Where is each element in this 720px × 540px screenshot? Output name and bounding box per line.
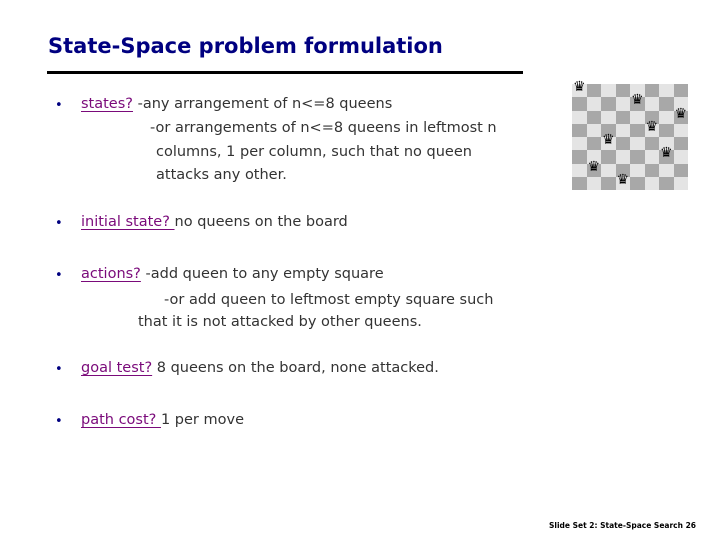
board-square bbox=[645, 177, 660, 190]
board-square bbox=[630, 150, 645, 163]
board-square bbox=[587, 97, 602, 110]
board-square bbox=[630, 92, 645, 110]
eight-queens-board bbox=[572, 79, 688, 190]
board-square bbox=[587, 177, 602, 190]
queen-icon: ♛ bbox=[630, 92, 644, 109]
bullet-actions-line-3: that it is not attacked by other queens. bbox=[138, 314, 422, 330]
board-square bbox=[674, 177, 689, 190]
bullet-label-path-cost: path cost? bbox=[81, 412, 161, 428]
bullet-label-actions: actions? bbox=[81, 266, 141, 282]
bullet-states-line-1 bbox=[81, 96, 392, 112]
board-square bbox=[572, 150, 587, 163]
queen-icon: ♛ bbox=[645, 118, 659, 135]
board-square bbox=[601, 177, 616, 190]
board-square bbox=[659, 84, 674, 97]
board-square bbox=[572, 164, 587, 177]
board-square bbox=[674, 105, 689, 124]
board-square bbox=[572, 124, 587, 137]
bullet-states-line-4: attacks any other. bbox=[156, 167, 287, 183]
board-square bbox=[572, 97, 587, 110]
board-square bbox=[616, 150, 631, 163]
queen-icon: ♛ bbox=[659, 145, 673, 162]
queen-icon: ♛ bbox=[572, 79, 586, 95]
board-square bbox=[674, 150, 689, 163]
board-square bbox=[645, 164, 660, 177]
queen-icon: ♛ bbox=[616, 171, 630, 188]
title-underline bbox=[47, 71, 523, 74]
board-square bbox=[630, 111, 645, 124]
board-square bbox=[659, 111, 674, 124]
board-square bbox=[601, 97, 616, 110]
bullet-path-cost bbox=[81, 412, 244, 428]
bullet-text: -add queen to any empty square bbox=[140, 266, 384, 282]
board-square bbox=[630, 177, 645, 190]
board-square bbox=[616, 137, 631, 150]
bullet-marker: • bbox=[55, 98, 63, 113]
board-square bbox=[645, 137, 660, 150]
bullet-text: 1 per move bbox=[160, 412, 244, 428]
bullet-states-line-3: columns, 1 per column, such that no queen bbox=[156, 144, 472, 160]
bullet-text: 8 queens on the board, none attacked. bbox=[152, 360, 439, 376]
board-square bbox=[659, 145, 674, 163]
board-square bbox=[572, 137, 587, 150]
board-square bbox=[674, 137, 689, 150]
board-square bbox=[630, 137, 645, 150]
board-square bbox=[674, 124, 689, 137]
board-square bbox=[616, 84, 631, 97]
board-square bbox=[601, 111, 616, 124]
bullet-text: -any arrangement of n<=8 queens bbox=[132, 96, 393, 112]
board-square bbox=[659, 164, 674, 177]
board-square bbox=[659, 124, 674, 137]
bullet-label-states: states? bbox=[81, 96, 133, 112]
bullet-goal-test bbox=[81, 360, 439, 376]
bullet-marker: • bbox=[55, 216, 63, 231]
board-square bbox=[601, 132, 616, 150]
board-square bbox=[587, 137, 602, 150]
board-square bbox=[587, 158, 602, 177]
bullet-states-line-2: -or arrangements of n<=8 queens in leftmost n bbox=[150, 120, 497, 136]
board-square bbox=[674, 84, 689, 97]
board-square bbox=[674, 164, 689, 177]
bullet-marker: • bbox=[55, 362, 63, 377]
bullet-label-initial-state: initial state? bbox=[81, 214, 175, 230]
board-square bbox=[659, 97, 674, 110]
queen-icon: ♛ bbox=[601, 132, 615, 148]
board-square bbox=[630, 164, 645, 177]
queen-icon: ♛ bbox=[587, 158, 601, 175]
bullet-marker: • bbox=[55, 268, 63, 283]
queen-icon: ♛ bbox=[674, 105, 688, 122]
board-square bbox=[587, 84, 602, 97]
board-square bbox=[616, 171, 631, 190]
board-square bbox=[601, 150, 616, 163]
board-square bbox=[645, 150, 660, 163]
board-square bbox=[645, 84, 660, 97]
bullet-text: no queens on the board bbox=[174, 214, 348, 230]
board-square bbox=[587, 124, 602, 137]
board-square bbox=[601, 84, 616, 97]
bullet-initial-state bbox=[81, 214, 348, 230]
board-square bbox=[572, 111, 587, 124]
board-square bbox=[645, 97, 660, 110]
slide-title: State-Space problem formulation bbox=[48, 34, 443, 58]
board-square bbox=[645, 118, 660, 137]
bullet-marker: • bbox=[55, 414, 63, 429]
board-square bbox=[616, 124, 631, 137]
slide-footer: Slide Set 2: State-Space Search 26 bbox=[549, 521, 697, 530]
bullet-label-goal-test: goal test? bbox=[81, 360, 153, 376]
board-square bbox=[572, 79, 587, 97]
board-square bbox=[659, 177, 674, 190]
board-square bbox=[616, 111, 631, 124]
bullet-actions-line-2: -or add queen to leftmost empty square such bbox=[164, 292, 494, 308]
board-square bbox=[587, 111, 602, 124]
board-square bbox=[630, 124, 645, 137]
bullet-actions-line-1 bbox=[81, 266, 384, 282]
board-square bbox=[616, 97, 631, 110]
board-square bbox=[572, 177, 587, 190]
board-square bbox=[601, 164, 616, 177]
